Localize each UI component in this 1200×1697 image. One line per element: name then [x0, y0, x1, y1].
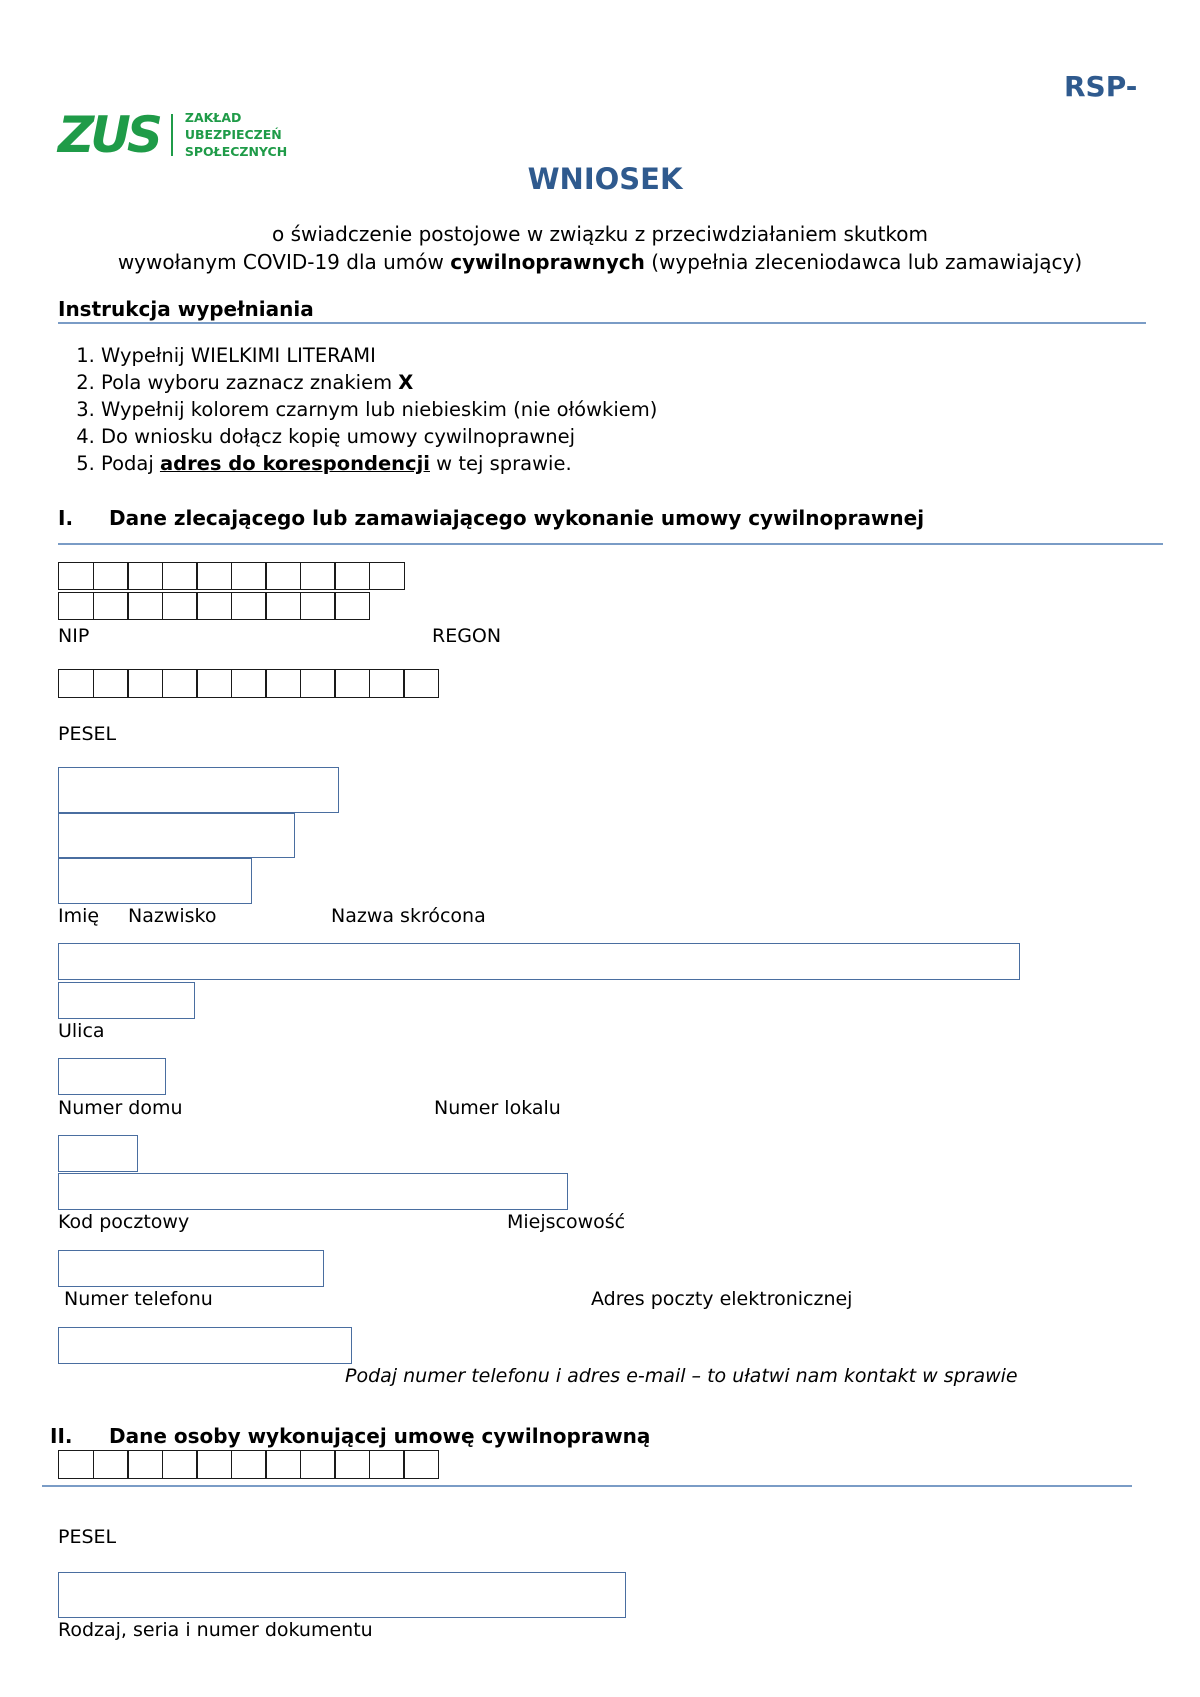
- last-name-label: Nazwisko: [128, 905, 217, 927]
- pesel-cell[interactable]: [127, 669, 163, 698]
- email-field[interactable]: [58, 1327, 352, 1364]
- document-label: Rodzaj, seria i numer dokumentu: [58, 1619, 373, 1641]
- postal-code-label: Kod pocztowy: [58, 1211, 190, 1233]
- pesel-cell[interactable]: [162, 669, 198, 698]
- regon-cell[interactable]: [93, 592, 129, 620]
- regon-cell[interactable]: [196, 592, 232, 620]
- subtitle-emphasis: cywilnoprawnych: [450, 250, 645, 274]
- pesel-cell[interactable]: [58, 669, 94, 698]
- nip-cell[interactable]: [93, 562, 129, 590]
- pesel-cell[interactable]: [93, 669, 129, 698]
- short-name-field[interactable]: [58, 858, 252, 904]
- city-label: Miejscowość: [507, 1211, 626, 1233]
- pesel-cell[interactable]: [231, 1450, 267, 1479]
- pesel-cell[interactable]: [369, 1450, 405, 1479]
- nip-cell[interactable]: [265, 562, 301, 590]
- pesel-cell[interactable]: [265, 669, 301, 698]
- phone-field[interactable]: [58, 1250, 324, 1287]
- contact-hint: Podaj numer telefonu i adres e-mail – to ułatwi nam kontakt w sprawie: [345, 1365, 1018, 1387]
- phone-label: Numer telefonu: [64, 1288, 213, 1310]
- subtitle-line-2: wywołanym COVID-19 dla umów cywilnoprawnych (wypełnia zleceniodawca lub zamawiający): [117, 250, 1083, 274]
- regon-input[interactable]: [58, 592, 369, 620]
- pesel-input[interactable]: [58, 669, 438, 698]
- short-name-label: Nazwa skrócona: [331, 905, 486, 927]
- pesel-cell[interactable]: [93, 1450, 129, 1479]
- instruction-item: 3. Wypełnij kolorem czarnym lub niebieskim (nie ołówkiem): [101, 396, 657, 423]
- regon-cell[interactable]: [265, 592, 301, 620]
- nip-cell[interactable]: [300, 562, 336, 590]
- pesel-cell[interactable]: [162, 1450, 198, 1479]
- zus-logo: [58, 106, 288, 165]
- street-field[interactable]: [58, 943, 1020, 980]
- section-2-title: Dane osoby wykonującej umowę cywilnoprawną: [109, 1424, 651, 1448]
- pesel-cell[interactable]: [403, 1450, 439, 1479]
- instructions-divider: [58, 322, 1146, 324]
- regon-cell[interactable]: [300, 592, 336, 620]
- street-label: Ulica: [58, 1020, 105, 1042]
- instruction-item: 2. Pola wyboru zaznacz znakiem X: [101, 369, 657, 396]
- nip-cell[interactable]: [162, 562, 198, 590]
- subtitle-line-1: o świadczenie postojowe w związku z przeciwdziałaniem skutkom: [272, 222, 928, 246]
- pesel-cell[interactable]: [231, 669, 267, 698]
- apartment-number-field[interactable]: [58, 1058, 166, 1095]
- nip-input[interactable]: [58, 562, 403, 590]
- regon-label: REGON: [432, 625, 502, 647]
- pesel-cell[interactable]: [403, 669, 439, 698]
- city-field[interactable]: [58, 1173, 568, 1210]
- pesel-cell[interactable]: [334, 1450, 370, 1479]
- apartment-number-label: Numer lokalu: [434, 1097, 561, 1119]
- nip-label: NIP: [58, 625, 90, 647]
- pesel-cell[interactable]: [196, 669, 232, 698]
- instructions-heading: Instrukcja wypełniania: [58, 297, 314, 321]
- nip-cell[interactable]: [231, 562, 267, 590]
- pesel-cell[interactable]: [127, 1450, 163, 1479]
- house-number-field[interactable]: [58, 982, 195, 1019]
- email-label: Adres poczty elektronicznej: [591, 1288, 853, 1310]
- section-2-divider: [42, 1485, 1132, 1487]
- logo-separator: [171, 114, 173, 156]
- first-name-field[interactable]: [58, 767, 339, 813]
- section-2-number: II.: [50, 1424, 73, 1448]
- section-1-title: Dane zlecającego lub zamawiającego wykonanie umowy cywilnoprawnej: [109, 506, 925, 530]
- last-name-field[interactable]: [58, 813, 295, 858]
- first-name-label: Imię: [58, 905, 100, 927]
- zus-logo-mark: ZUS: [58, 106, 159, 165]
- house-number-label: Numer domu: [58, 1097, 183, 1119]
- pesel-cell[interactable]: [369, 669, 405, 698]
- nip-cell[interactable]: [58, 562, 94, 590]
- pesel-cell[interactable]: [300, 669, 336, 698]
- regon-cell[interactable]: [127, 592, 163, 620]
- regon-cell[interactable]: [162, 592, 198, 620]
- regon-cell[interactable]: [334, 592, 370, 620]
- logo-institution-name: ZAKŁAD UBEZPIECZEŃ SPOŁECZNYCH: [184, 110, 288, 159]
- pesel-label: PESEL: [58, 723, 117, 745]
- person-pesel-label: PESEL: [58, 1526, 117, 1548]
- nip-cell[interactable]: [334, 562, 370, 590]
- page-title: WNIOSEK: [527, 162, 683, 196]
- postal-code-field[interactable]: [58, 1135, 138, 1172]
- document-field[interactable]: [58, 1572, 626, 1618]
- instructions-list: [58, 342, 657, 477]
- nip-cell[interactable]: [196, 562, 232, 590]
- form-code: RSP-: [1064, 70, 1138, 103]
- pesel-cell[interactable]: [265, 1450, 301, 1479]
- pesel-cell[interactable]: [300, 1450, 336, 1479]
- pesel-cell[interactable]: [58, 1450, 94, 1479]
- pesel-cell[interactable]: [196, 1450, 232, 1479]
- instruction-item: 5. Podaj adres do korespondencji w tej sprawie.: [101, 450, 657, 477]
- instruction-item: 1. Wypełnij WIELKIMI LITERAMI: [101, 342, 657, 369]
- nip-cell[interactable]: [127, 562, 163, 590]
- regon-cell[interactable]: [58, 592, 94, 620]
- nip-cell[interactable]: [369, 562, 405, 590]
- instruction-item: 4. Do wniosku dołącz kopię umowy cywilnoprawnej: [101, 423, 657, 450]
- pesel-cell[interactable]: [334, 669, 370, 698]
- section-1-number: I.: [58, 506, 74, 530]
- regon-cell[interactable]: [231, 592, 267, 620]
- person-pesel-input[interactable]: [58, 1450, 438, 1479]
- section-1-divider: [58, 543, 1163, 545]
